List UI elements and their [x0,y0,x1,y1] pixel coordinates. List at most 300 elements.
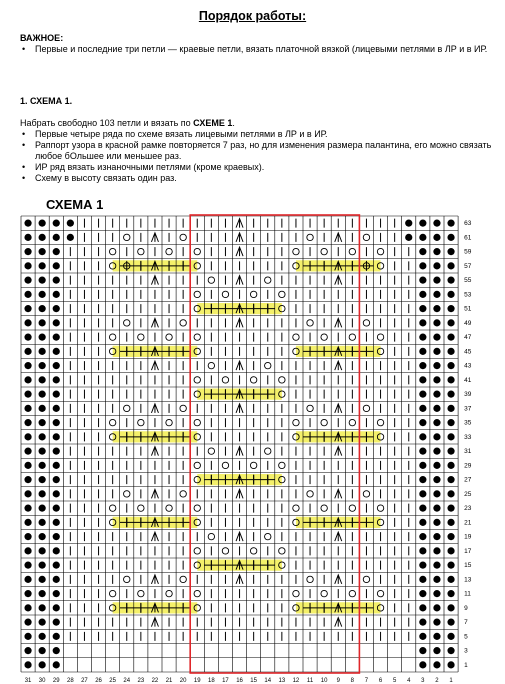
yarn-over [363,405,369,411]
double-decrease [335,489,342,498]
purl-stitch [53,533,60,540]
yarn-over [265,362,271,368]
yarn-over [180,405,186,411]
purl-stitch [447,419,454,426]
yarn-over [377,505,383,511]
purl-stitch [39,277,46,284]
purl-stitch [39,348,46,355]
yarn-over [279,462,285,468]
page-title: Порядок работы: [198,9,307,23]
double-decrease [236,575,243,584]
purl-stitch [53,476,60,483]
purl-stitch [24,291,31,298]
row-label: 63 [464,220,472,228]
purl-stitch [53,419,60,426]
purl-stitch [39,533,46,540]
row-label: 31 [464,448,472,456]
row-label: 23 [464,505,472,513]
row-label: 13 [464,576,472,584]
purl-stitch [53,405,60,412]
yarn-over [194,462,200,468]
double-decrease [335,575,342,584]
yarn-over [208,533,214,539]
double-decrease [335,618,342,627]
purl-stitch [419,433,426,440]
purl-stitch [433,619,440,626]
yarn-over [293,334,299,340]
purl-stitch [419,547,426,554]
yarn-over [138,334,144,340]
yarn-over [109,590,115,596]
col-label: 26 [95,678,102,684]
row-label: 33 [464,433,472,441]
purl-stitch [53,433,60,440]
purl-stitch [419,604,426,611]
purl-stitch [39,433,46,440]
purl-stitch [24,448,31,455]
col-label: 10 [320,678,328,684]
purl-stitch [433,533,440,540]
col-label: 2 [435,678,439,684]
col-label: 18 [208,678,215,684]
double-decrease [236,276,243,285]
col-label: 30 [38,678,46,684]
purl-stitch [39,305,46,312]
purl-stitch [433,476,440,483]
row-label: 35 [464,419,472,427]
yarn-over [265,277,271,283]
row-label: 21 [464,519,472,527]
purl-stitch [419,533,426,540]
col-label: 21 [165,678,173,684]
col-label: 9 [336,678,340,684]
purl-stitch [24,334,31,341]
purl-stitch [24,633,31,640]
double-decrease [151,447,158,456]
purl-stitch [447,576,454,583]
purl-stitch [447,305,454,312]
col-label: 14 [264,678,272,684]
purl-stitch [433,633,440,640]
purl-stitch [419,619,426,626]
purl-stitch [447,234,454,241]
yarn-over [166,590,172,596]
purl-stitch [419,633,426,640]
yarn-over [307,320,313,326]
purl-stitch [433,547,440,554]
yarn-over [180,234,186,240]
col-label: 29 [52,678,60,684]
schema-title: СХЕМА 1 [46,197,104,212]
purl-stitch [433,505,440,512]
row-label: 1 [464,661,468,669]
yarn-over [293,419,299,425]
double-decrease [236,447,243,456]
double-decrease [151,276,158,285]
purl-stitch [24,305,31,312]
yarn-over [321,419,327,425]
purl-stitch [24,604,31,611]
yarn-over [124,320,130,326]
purl-stitch [53,547,60,554]
purl-stitch [433,661,440,668]
section-heading: 1. СХЕМА 1. [20,96,73,106]
double-decrease [151,532,158,541]
intro-end: . [232,118,235,128]
row-label: 61 [464,234,472,242]
double-decrease [151,361,158,370]
yarn-over [307,576,313,582]
purl-stitch [433,277,440,284]
purl-stitch [39,647,46,654]
purl-stitch [433,376,440,383]
yarn-over [321,334,327,340]
purl-stitch [24,533,31,540]
yarn-over [109,419,115,425]
col-label: 15 [250,678,257,684]
purl-stitch [447,376,454,383]
row-label: 43 [464,362,472,370]
purl-stitch [39,448,46,455]
row-label: 47 [464,334,472,342]
purl-stitch [419,490,426,497]
yarn-over [377,248,383,254]
col-label: 12 [292,678,300,684]
purl-stitch [419,505,426,512]
col-label: 11 [306,678,314,684]
yarn-over [138,505,144,511]
purl-stitch [433,647,440,654]
purl-stitch [447,334,454,341]
yarn-over [222,462,228,468]
purl-stitch [447,505,454,512]
purl-stitch [24,490,31,497]
purl-stitch [39,519,46,526]
purl-stitch [419,519,426,526]
intro-bold: СХЕМЕ 1 [193,118,233,128]
purl-stitch [447,462,454,469]
purl-stitch [39,490,46,497]
purl-stitch [53,619,60,626]
purl-stitch [24,505,31,512]
purl-stitch [39,419,46,426]
purl-stitch [39,376,46,383]
purl-stitch [447,348,454,355]
double-decrease [335,361,342,370]
purl-stitch [419,319,426,326]
purl-stitch [24,462,31,469]
col-label: 31 [24,678,32,684]
purl-stitch [39,405,46,412]
purl-stitch [447,562,454,569]
purl-stitch [419,476,426,483]
purl-stitch [419,334,426,341]
col-label: 3 [421,678,425,684]
yarn-over [109,334,115,340]
purl-stitch [447,391,454,398]
purl-stitch [24,433,31,440]
col-label: 28 [67,678,74,684]
yarn-over [208,277,214,283]
purl-stitch [39,619,46,626]
purl-stitch [39,262,46,269]
col-label: 5 [392,678,397,684]
purl-stitch [447,490,454,497]
purl-stitch [419,462,426,469]
purl-stitch [405,220,412,227]
yarn-over [307,234,313,240]
purl-stitch [433,590,440,597]
purl-stitch [53,234,60,241]
yarn-over [180,491,186,497]
yarn-over [377,590,383,596]
purl-stitch [419,248,426,255]
purl-stitch [39,633,46,640]
purl-stitch [419,562,426,569]
yarn-over [363,320,369,326]
yarn-over [194,590,200,596]
purl-stitch [39,576,46,583]
yarn-over [349,419,355,425]
purl-stitch [39,604,46,611]
purl-stitch [419,234,426,241]
purl-stitch [419,220,426,227]
purl-stitch [53,362,60,369]
row-label: 5 [464,633,468,641]
row-label: 29 [464,462,472,470]
purl-stitch [39,248,46,255]
yarn-over [293,248,299,254]
purl-stitch [419,419,426,426]
double-decrease [151,575,158,584]
purl-stitch [433,348,440,355]
purl-stitch [447,448,454,455]
row-label: 57 [464,262,472,270]
purl-stitch [24,661,31,668]
yarn-over [138,248,144,254]
purl-stitch [24,619,31,626]
purl-stitch [39,661,46,668]
purl-stitch [53,348,60,355]
purl-stitch [39,291,46,298]
col-label: 27 [81,678,88,684]
double-decrease [236,404,243,413]
yarn-over [250,377,256,383]
purl-stitch [53,505,60,512]
yarn-over [363,234,369,240]
col-label: 22 [151,678,159,684]
purl-stitch [433,291,440,298]
purl-stitch [39,234,46,241]
purl-stitch [24,277,31,284]
purl-stitch [433,319,440,326]
purl-stitch [24,376,31,383]
purl-stitch [419,376,426,383]
yarn-over [124,234,130,240]
purl-stitch [24,248,31,255]
yarn-over [194,334,200,340]
purl-stitch [39,547,46,554]
yarn-over [124,576,130,582]
purl-stitch [24,562,31,569]
yarn-over [166,505,172,511]
row-label: 11 [464,590,471,598]
purl-stitch [433,462,440,469]
row-label: 15 [464,562,472,570]
purl-stitch [53,248,60,255]
purl-stitch [447,619,454,626]
double-decrease [236,233,243,242]
purl-stitch [24,405,31,412]
purl-stitch [447,262,454,269]
purl-stitch [447,277,454,284]
col-label: 16 [236,678,243,684]
yarn-over [222,291,228,297]
purl-stitch [24,348,31,355]
purl-stitch [447,547,454,554]
purl-stitch [39,220,46,227]
col-label: 1 [449,678,453,684]
col-label: 23 [137,678,145,684]
purl-stitch [53,448,60,455]
purl-stitch [447,647,454,654]
purl-stitch [53,262,60,269]
purl-stitch [24,647,31,654]
purl-stitch [433,419,440,426]
purl-stitch [447,362,454,369]
purl-stitch [53,277,60,284]
yarn-over [363,576,369,582]
yarn-over [349,590,355,596]
purl-stitch [24,547,31,554]
purl-stitch [447,433,454,440]
yarn-over [194,548,200,554]
purl-stitch [419,391,426,398]
purl-stitch [53,562,60,569]
purl-stitch [433,576,440,583]
purl-stitch [39,562,46,569]
purl-stitch [53,305,60,312]
double-decrease [151,489,158,498]
double-decrease [236,219,243,228]
purl-stitch [433,490,440,497]
purl-stitch [53,319,60,326]
purl-stitch [419,305,426,312]
purl-stitch [419,262,426,269]
purl-stitch [24,419,31,426]
purl-stitch [447,661,454,668]
yarn-over [321,505,327,511]
yarn-over [279,548,285,554]
yarn-over [265,533,271,539]
row-label: 51 [464,305,472,313]
purl-stitch [419,362,426,369]
double-decrease [236,247,243,256]
yarn-over [180,320,186,326]
double-decrease [236,361,243,370]
row-label: 3 [464,647,468,655]
row-label: 9 [464,604,468,612]
purl-stitch [24,590,31,597]
purl-stitch [53,291,60,298]
yarn-over [293,590,299,596]
purl-stitch [433,448,440,455]
purl-stitch [53,633,60,640]
yarn-over [222,377,228,383]
yarn-over [124,491,130,497]
double-decrease [151,318,158,327]
row-label: 53 [464,291,472,299]
purl-stitch [24,519,31,526]
purl-stitch [39,334,46,341]
double-decrease [335,233,342,242]
yarn-over [194,248,200,254]
col-label: 8 [350,678,355,684]
yarn-over [279,291,285,297]
yarn-over [222,548,228,554]
purl-stitch [433,433,440,440]
yarn-over [307,405,313,411]
purl-stitch [447,519,454,526]
yarn-over [265,448,271,454]
row-label: 25 [464,490,472,498]
purl-stitch [53,462,60,469]
purl-stitch [419,405,426,412]
row-label: 27 [464,476,472,484]
purl-stitch [53,576,60,583]
purl-stitch [24,220,31,227]
yarn-over [208,362,214,368]
col-label: 6 [378,678,383,684]
yarn-over [194,291,200,297]
yarn-over [166,334,172,340]
purl-stitch [419,590,426,597]
intro-text: Набрать свободно 103 петли и вязать по [20,118,194,128]
row-label: 59 [464,248,472,256]
purl-stitch [447,533,454,540]
purl-stitch [447,405,454,412]
yarn-over [124,405,130,411]
purl-stitch [53,376,60,383]
col-label: 17 [222,678,229,684]
yarn-over [109,505,115,511]
purl-stitch [39,362,46,369]
purl-stitch [447,633,454,640]
yarn-over [279,377,285,383]
yarn-over [293,505,299,511]
purl-stitch [24,319,31,326]
col-label: 4 [407,678,411,684]
row-label: 41 [464,376,472,384]
yarn-over [138,590,144,596]
yarn-over [166,419,172,425]
row-label: 45 [464,348,472,356]
purl-stitch [433,305,440,312]
purl-stitch [53,220,60,227]
row-label: 39 [464,391,472,399]
yarn-over [349,248,355,254]
purl-stitch [447,476,454,483]
row-label: 37 [464,405,472,413]
purl-stitch [447,248,454,255]
row-label: 55 [464,277,472,285]
yarn-over [321,590,327,596]
purl-stitch [24,362,31,369]
purl-stitch [433,562,440,569]
purl-stitch [53,490,60,497]
row-label: 17 [464,547,472,555]
yarn-over [349,505,355,511]
